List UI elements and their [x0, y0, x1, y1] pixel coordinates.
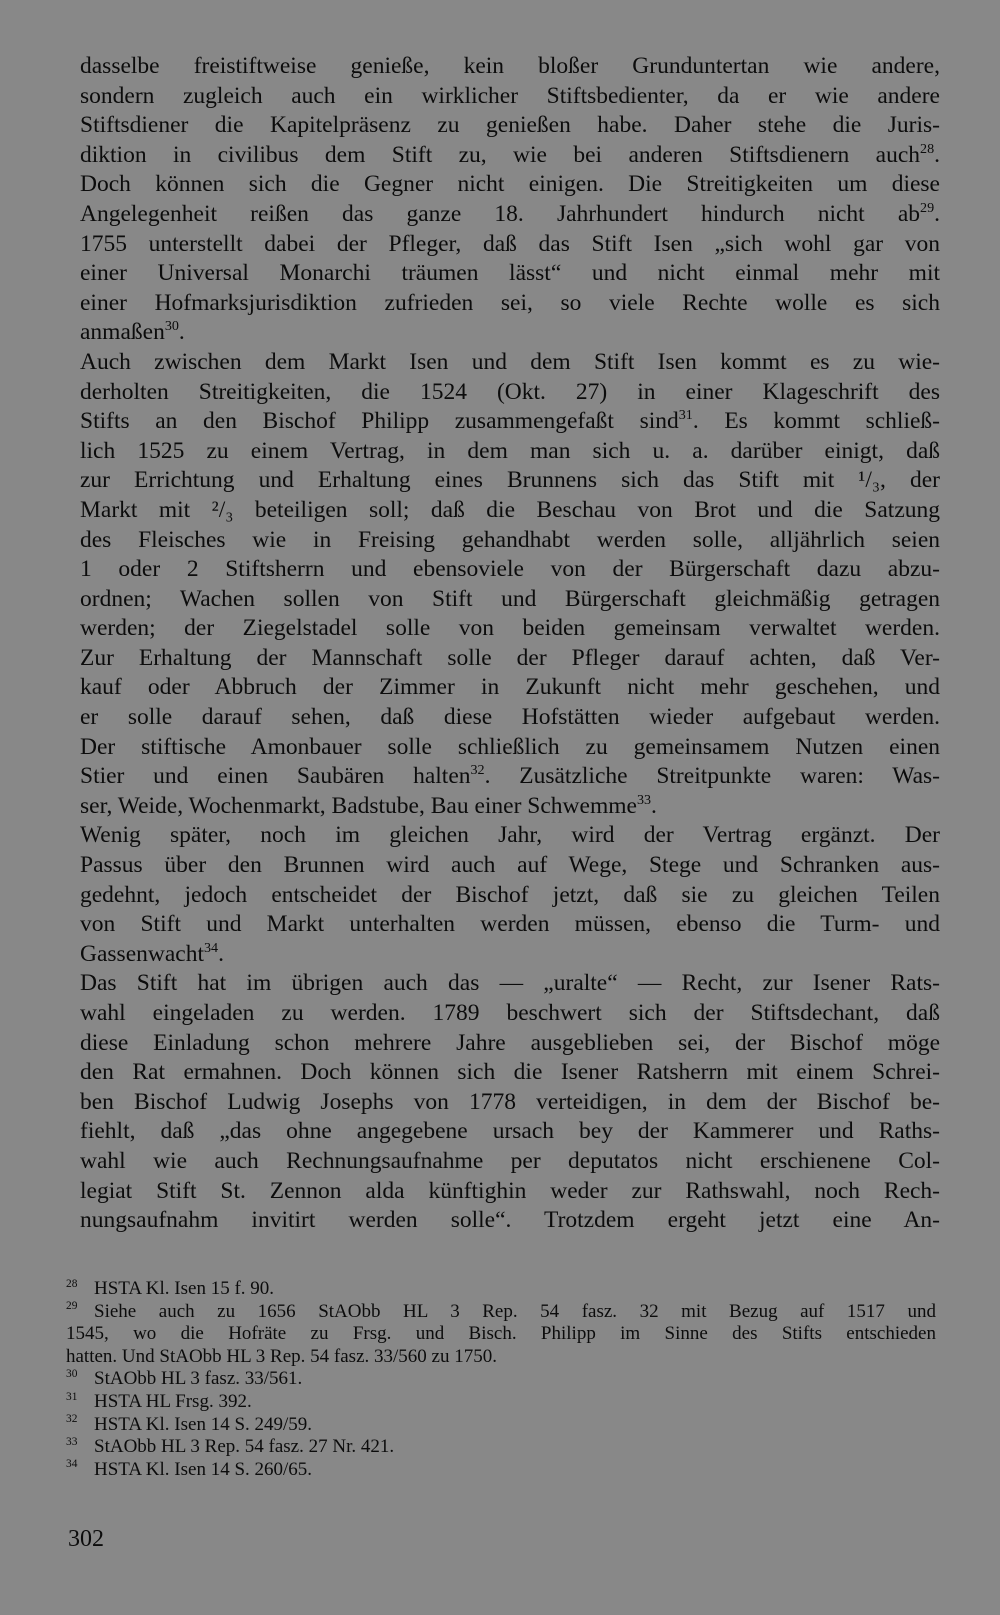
text-line [80, 1088, 940, 1118]
text-line [80, 230, 940, 260]
text-line-content: legiat Stift St. Zennon alda künftighin weder zur Rathswahl, noch Rech- [80, 1177, 940, 1204]
text-line-content: gedehnt, jedoch entscheidet der Bischof jetzt, daß sie zu gleichen Teilen [80, 881, 940, 908]
footnote-reference: 34 [203, 939, 219, 956]
text-line-content: kauf oder Abbruch der Zimmer in Zukunft nicht mehr geschehen, und [80, 674, 940, 701]
text-line [80, 1117, 940, 1147]
text-line-content: fiehlt, daß „das ohne angegebene ursach bey der Kammerer und Raths- [80, 1118, 940, 1145]
text-line [80, 318, 940, 348]
text-line [80, 851, 940, 881]
footnote-text: hatten. Und StAObb HL 3 Rep. 54 fasz. 33/560 zu 1750. [66, 1345, 497, 1367]
footnotes [66, 1278, 936, 1481]
footnote-reference: 28 [920, 140, 935, 157]
text-line-content: ben Bischof Ludwig Josephs von 1778 verteidigen, in dem der Bischof be- [80, 1088, 940, 1115]
footnote-line: 34 HSTA Kl. Isen 14 S. 260/65. [66, 1458, 313, 1480]
text-line-tail: . [651, 792, 657, 819]
text-line-content: Stiftsdiener die Kapitelpräsenz zu genießen habe. Daher stehe die Juris- [80, 112, 940, 139]
text-line-content: Auch zwischen dem Markt Isen und dem Stift Isen kommt es zu wie- [80, 348, 940, 375]
text-line [80, 969, 940, 999]
text-line [80, 348, 940, 378]
text-line-content: diese Einladung schon mehrere Jahre ausgeblieben sei, der Bischof möge [80, 1029, 940, 1056]
text-line [80, 881, 940, 911]
text-line-content: zur Errichtung und Erhaltung eines Brunnens sich das Stift mit ¹/₃, der [80, 467, 940, 494]
text-line [80, 259, 940, 289]
text-line-content: von Stift und Markt unterhalten werden müssen, ebenso die Turm- und [80, 911, 940, 938]
footnote-reference: 33 [636, 792, 652, 809]
footnote-line: 28 HSTA Kl. Isen 15 f. 90. [66, 1277, 275, 1299]
text-line-content: nungsaufnahm invitirt werden solle“. Trotzdem ergeht jetzt eine An- [80, 1207, 940, 1234]
text-line-content: Angelegenheit reißen das ganze 18. Jahrhundert hindurch nicht ab [80, 200, 921, 227]
text-line-content: Stifts an den Bischof Philipp zusammengefaßt sind [80, 408, 679, 435]
text-line [80, 555, 940, 585]
text-line [80, 673, 940, 703]
text-line [80, 1029, 940, 1059]
footnote-text: HSTA Kl. Isen 15 f. 90. [94, 1278, 275, 1299]
text-line [80, 999, 940, 1029]
text-line-content: den Rat ermahnen. Doch können sich die Isener Ratsherrn mit einem Schrei- [80, 1059, 940, 1086]
text-line-content: einer Universal Monarchi träumen lässt“ und nicht einmal mehr mit [80, 260, 940, 287]
text-line [80, 585, 940, 615]
text-line [80, 792, 940, 822]
text-line-content: anmaßen [80, 319, 165, 346]
text-line [80, 821, 940, 851]
text-line [80, 1206, 940, 1236]
text-line-content: Markt mit ²/₃ beteiligen soll; daß die Beschau von Brot und die Satzung [80, 496, 940, 523]
text-line [80, 762, 940, 792]
text-line-content: Doch können sich die Gegner nicht einigen. Die Streitigkeiten um diese [80, 171, 940, 198]
text-line-content: Gassenwacht [80, 940, 204, 967]
footnote-text: StAObb HL 3 Rep. 54 fasz. 27 Nr. 421. [94, 1436, 395, 1458]
text-line [80, 733, 940, 763]
text-line [80, 496, 940, 526]
footnote-reference: 32 [470, 762, 485, 779]
text-line-tail: . Zusätzliche Streitpunkte waren: Was- [484, 763, 940, 790]
footnote-line: 33 StAObb HL 3 Rep. 54 fasz. 27 Nr. 421. [66, 1435, 395, 1458]
text-line-content: derholten Streitigkeiten, die 1524 (Okt. 27) in einer Klageschrift des [80, 378, 940, 405]
text-line-content: Zur Erhaltung der Mannschaft solle der Pfleger darauf achten, daß Ver- [80, 644, 940, 671]
text-line [80, 289, 940, 319]
footnote-text: HSTA Kl. Isen 14 S. 260/65. [94, 1458, 313, 1480]
footnote-text: HSTA Kl. Isen 14 S. 249/59. [94, 1413, 313, 1435]
text-line-content: Wenig später, noch im gleichen Jahr, wird der Vertrag ergänzt. Der [80, 822, 940, 849]
text-line-content: des Fleisches wie in Freising gehandhabt werden solle, alljährlich seien [80, 526, 940, 553]
text-line [80, 1147, 940, 1177]
main-text [80, 52, 940, 1236]
text-line [80, 466, 940, 496]
text-line-content: wahl eingeladen zu werden. 1789 beschwert sich der Stiftsdechant, daß [80, 1000, 940, 1026]
text-line [80, 437, 940, 467]
text-line [80, 111, 940, 141]
footnote-line [66, 1346, 936, 1369]
text-line-content: ordnen; Wachen sollen von Stift und Bürgerschaft gleichmäßig getragen [80, 585, 940, 612]
text-line-content: einer Hofmarksjurisdiktion zufrieden sei, so viele Rechte wolle es sich [80, 289, 940, 316]
text-line [80, 407, 940, 437]
text-line-tail: . [218, 940, 224, 967]
text-line-tail: . [934, 141, 940, 168]
text-line-content: diktion in civilibus dem Stift zu, wie bei anderen Stiftsdienern auch [80, 141, 921, 168]
footnote-reference: 31 [678, 407, 693, 424]
footnote-line: 32 HSTA Kl. Isen 14 S. 249/59. [66, 1413, 313, 1435]
page-number: 302 [68, 1526, 104, 1552]
text-line [80, 141, 940, 171]
text-line [80, 614, 940, 644]
footnote-text: StAObb HL 3 fasz. 33/561. [94, 1368, 303, 1390]
footnote-reference: 29 [920, 200, 935, 217]
footnote-line: 31 HSTA HL Frsg. 392. [66, 1390, 252, 1412]
text-line [80, 1058, 940, 1088]
footnote-reference: 30 [164, 318, 179, 335]
text-line-content: Das Stift hat im übrigen auch das — „uralte“ — Recht, zur Isener Rats- [80, 970, 940, 997]
text-line [80, 378, 940, 408]
text-line-content: 1755 unterstellt dabei der Pfleger, daß das Stift Isen „sich wohl gar von [80, 230, 940, 257]
text-line [80, 644, 940, 674]
footnote-line: 30 StAObb HL 3 fasz. 33/561. [66, 1368, 303, 1390]
text-line-tail: . [178, 319, 185, 346]
footnote-text: 1545, wo die Hofräte zu Frsg. und Bisch. Philipp im Sinne des Stifts entschieden [66, 1323, 936, 1345]
text-line-content: Der stiftische Amonbauer solle schließlich zu gemeinsamem Nutzen einen [80, 733, 940, 760]
text-line [80, 910, 940, 940]
text-line [80, 1177, 940, 1207]
text-line-content: lich 1525 zu einem Vertrag, in dem man sich u. a. darüber einigt, daß [80, 437, 940, 464]
text-line-content: er solle darauf sehen, daß diese Hofstätten wieder aufgebaut werden. [80, 704, 940, 731]
text-line-tail: . Es kommt schließ- [692, 408, 940, 435]
text-line-content: 1 oder 2 Stiftsherrn und ebensoviele von der Bürgerschaft dazu abzu- [80, 556, 940, 583]
text-line-tail: . [934, 200, 940, 227]
footnote-text: HSTA HL Frsg. 392. [94, 1390, 252, 1412]
text-line-content: sondern zugleich auch ein wirklicher Stiftsbedienter, da er wie andere [80, 82, 940, 109]
text-line-content: werden; der Ziegelstadel solle von beiden gemeinsam verwaltet werden. [80, 615, 940, 642]
text-line [80, 200, 940, 230]
text-line-content: wahl wie auch Rechnungsaufnahme per deputatos nicht erschienene Col- [80, 1147, 940, 1174]
text-line-content: Stier und einen Saubären halten [80, 763, 471, 790]
footnote-text: Siehe auch zu 1656 StAObb HL 3 Rep. 54 fasz. 32 mit Bezug auf 1517 und [94, 1300, 936, 1322]
text-line-content: dasselbe freistiftweise genieße, kein bloßer Grunduntertan wie andere, [80, 53, 940, 79]
text-line [80, 940, 940, 970]
text-line-content: Passus über den Brunnen wird auch auf Wege, Stege und Schranken aus- [80, 852, 940, 879]
text-line [80, 526, 940, 556]
footnote-line [66, 1323, 936, 1346]
text-line [80, 52, 940, 82]
text-line [80, 170, 940, 200]
text-line [80, 82, 940, 112]
text-line-content: ser, Weide, Wochenmarkt, Badstube, Bau einer Schwemme [80, 792, 637, 819]
text-line [80, 703, 940, 733]
footnote-line: 29 Siehe auch zu 1656 StAObb HL 3 Rep. 54 fasz. 32 mit Bezug auf 1517 und [66, 1300, 936, 1322]
